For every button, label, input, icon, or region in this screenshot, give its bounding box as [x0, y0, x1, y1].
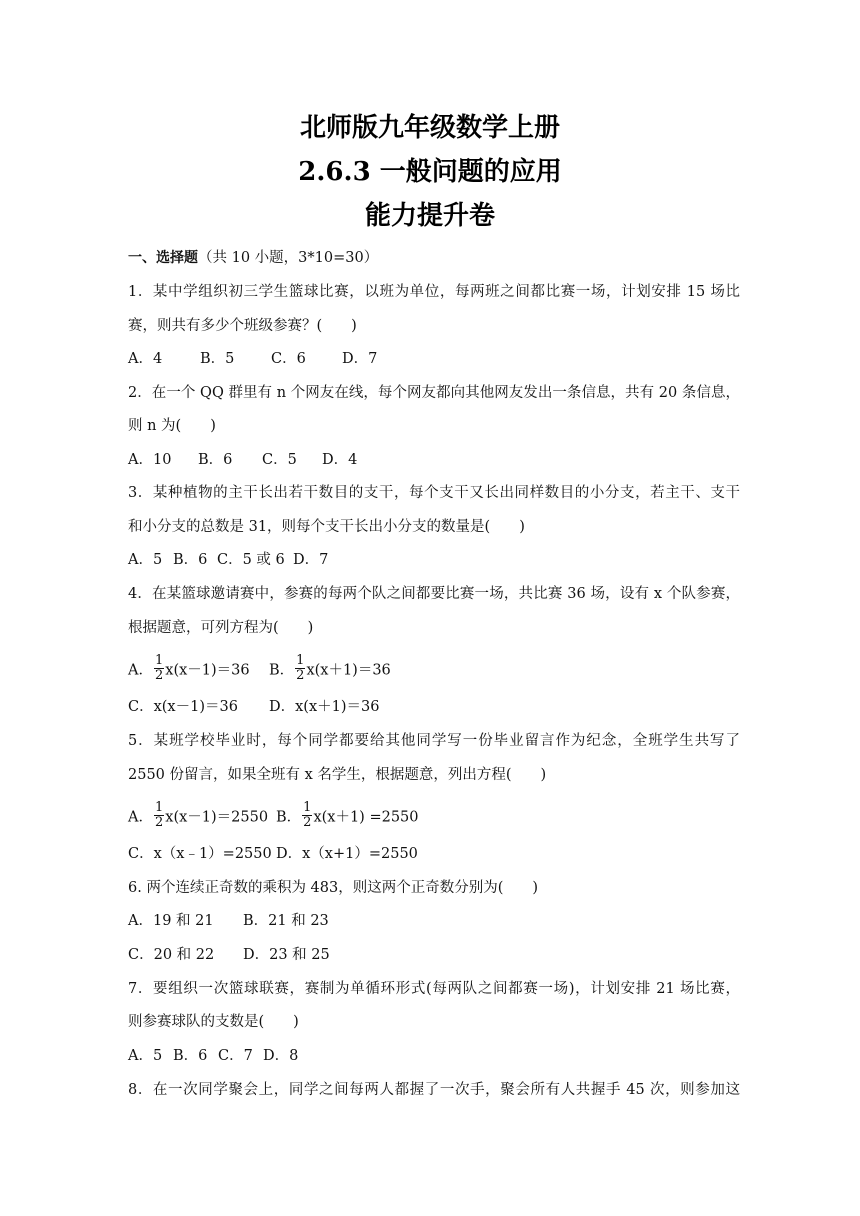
- option-c: C．x(x－1)＝36: [128, 699, 238, 715]
- fraction-numerator: 1: [154, 800, 164, 815]
- option-c: C．6: [271, 351, 306, 367]
- question-6-options-ab: [128, 911, 740, 931]
- option-a: A．10: [128, 452, 172, 468]
- question-6-stem: 6. 两个连续正奇数的乘积为 483，则这两个正奇数分别为( ): [128, 880, 539, 896]
- question-1-options: [128, 349, 740, 369]
- question-5-options-cd: [128, 844, 740, 864]
- option-c: C．5 或 6: [217, 552, 285, 568]
- option-d: D．4: [322, 452, 358, 468]
- option-d: D．7: [293, 552, 329, 568]
- fraction-numerator: 1: [296, 653, 305, 668]
- option-c: C．20 和 22: [128, 947, 215, 963]
- question-1-stem-line2: 赛，则共有多少个班级参赛？( ): [128, 318, 357, 334]
- question-2-options: [128, 450, 740, 470]
- section-label: 一、选择题: [128, 250, 198, 266]
- question-2-stem-line1: 2．在一个 QQ 群里有 n 个网友在线，每个网友都向其他网友发出一条信息，共有 20 条信息，: [128, 385, 740, 401]
- section-note: （共 10 小题，3*10=30）: [198, 250, 379, 266]
- option-b: B．6: [173, 552, 208, 568]
- option-a-prefix: A．: [128, 809, 153, 826]
- fraction-one-half: [154, 801, 164, 830]
- option-b-expression: x(x＋1)＝36: [306, 662, 391, 679]
- option-b: [269, 653, 391, 685]
- question-1-stem-line1: 1．某中学组织初三学生篮球比赛，以班为单位，每两班之间都比赛一场，计划安排 15 场比: [128, 284, 740, 300]
- option-b-prefix: B．: [276, 809, 302, 826]
- option-b: B．21 和 23: [243, 913, 329, 929]
- question-7-options: [128, 1046, 740, 1066]
- option-b-prefix: B．: [269, 662, 295, 679]
- fraction-one-half: [295, 654, 305, 683]
- option-b: B．6: [173, 1048, 208, 1064]
- fraction-numerator: 1: [303, 800, 312, 815]
- question-4-stem-line2: 根据题意，可列方程为( ): [128, 620, 314, 636]
- option-a: A．19 和 21: [128, 913, 214, 929]
- option-d: D．23 和 25: [243, 947, 330, 963]
- fraction-one-half: [302, 801, 312, 830]
- question-3-stem-line1: 3．某种植物的主干长出若干数目的支干，每个支干又长出同样数目的小分支，若主干、支干: [128, 485, 740, 501]
- option-a-expression: x(x－1)＝36: [165, 662, 250, 679]
- fraction-denominator: 2: [154, 668, 164, 683]
- option-c: C．x（x﹣1）=2550: [128, 846, 272, 862]
- question-5-stem-line2: 2550 份留言，如果全班有 x 名学生，根据题意，列出方程( ): [128, 767, 547, 783]
- option-b: [276, 800, 419, 832]
- option-a: [128, 800, 276, 832]
- option-b-expression: x(x＋1) =2550: [313, 809, 419, 826]
- question-2-stem-line2: 则 n 为( ): [128, 418, 216, 434]
- question-7-stem-line1: 7．要组织一次篮球联赛，赛制为单循环形式(每两队之间都赛一场)，计划安排 21 场比赛，: [128, 981, 740, 997]
- option-a: A．5: [128, 552, 163, 568]
- option-a: A．5: [128, 1048, 163, 1064]
- worksheet-subtitle: 能力提升卷: [364, 201, 495, 231]
- question-3-stem-line2: 和小分支的总数是 31，则每个支干长出小分支的数量是( ): [128, 519, 525, 535]
- question-8-stem-line1: 8．在一次同学聚会上，同学之间每两人都握了一次手，聚会所有人共握手 45 次，则参加这: [128, 1082, 740, 1098]
- option-b: B．6: [198, 452, 233, 468]
- option-a: A．4: [128, 351, 163, 367]
- fraction-one-half: [154, 654, 164, 683]
- option-c: C．5: [262, 452, 297, 468]
- option-a: [128, 653, 269, 685]
- option-a-expression: x(x－1)＝2550: [165, 809, 269, 826]
- document-title: 北师版九年级数学上册: [299, 113, 560, 143]
- option-d: D．x（x+1）=2550: [276, 846, 418, 862]
- question-4-options-cd: [128, 697, 740, 717]
- option-d: D．8: [263, 1048, 299, 1064]
- option-b: B．5: [200, 351, 235, 367]
- question-4-stem-line1: 4．在某篮球邀请赛中，参赛的每两个队之间都要比赛一场，共比赛 36 场，设有 x 个队参赛，: [128, 586, 740, 602]
- fraction-denominator: 2: [154, 815, 164, 830]
- question-6-options-cd: [128, 945, 740, 965]
- lesson-title: 2.6.3 一般问题的应用: [298, 157, 562, 187]
- section-heading: [128, 248, 740, 268]
- question-4-options-ab: [128, 653, 740, 685]
- question-5-stem-line1: 5．某班学校毕业时，每个同学都要给其他同学写一份毕业留言作为纪念，全班学生共写了: [128, 733, 740, 749]
- question-5-options-ab: [128, 800, 740, 832]
- fraction-numerator: 1: [154, 653, 164, 668]
- question-7-stem-line2: 则参赛球队的支数是( ): [128, 1014, 299, 1030]
- option-d: D．x(x＋1)＝36: [269, 699, 380, 715]
- fraction-denominator: 2: [296, 668, 305, 683]
- option-d: D．7: [342, 351, 378, 367]
- option-a-prefix: A．: [128, 662, 153, 679]
- question-3-options: [128, 550, 740, 570]
- option-c: C．7: [218, 1048, 253, 1064]
- fraction-denominator: 2: [303, 815, 312, 830]
